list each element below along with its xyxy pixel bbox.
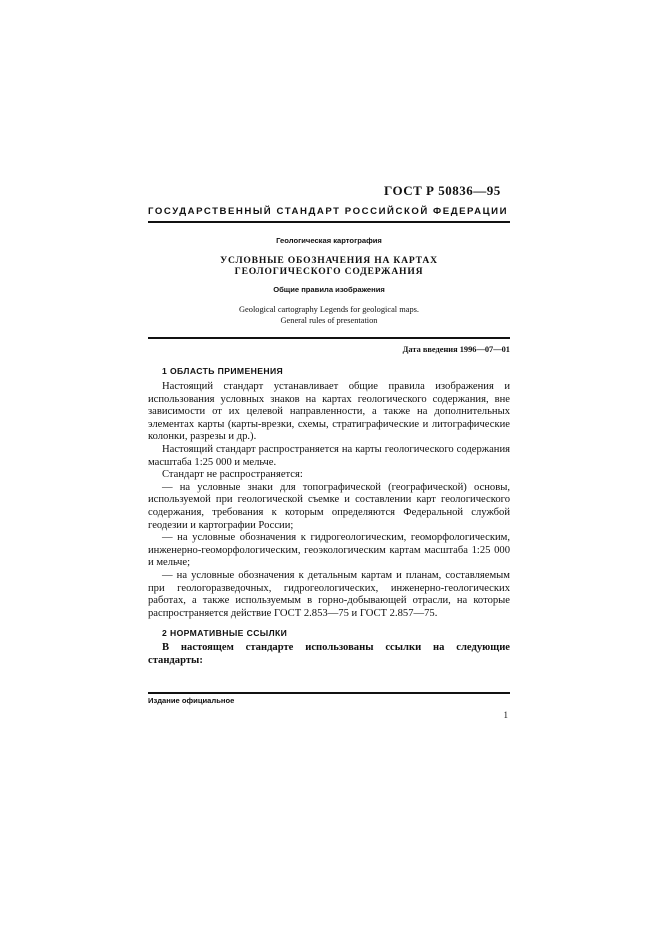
state-standard-heading: ГОСУДАРСТВЕННЫЙ СТАНДАРТ РОССИЙСКОЙ ФЕДЕРАЦИИ: [148, 206, 509, 217]
document-title-line1: УСЛОВНЫЕ ОБОЗНАЧЕНИЯ НА КАРТАХ: [220, 255, 438, 266]
section-body-references: [148, 642, 510, 667]
section-body-scope: [148, 381, 510, 620]
section-heading-references: 2 НОРМАТИВНЫЕ ССЫЛКИ: [162, 628, 288, 638]
footer-divider: [148, 692, 510, 694]
document-code: ГОСТ Р 50836—95: [384, 183, 501, 198]
section-heading-scope: 1 ОБЛАСТЬ ПРИМЕНЕНИЯ: [162, 366, 284, 376]
english-title-line2: General rules of presentation: [280, 316, 378, 325]
document-title-line2: ГЕОЛОГИЧЕСКОГО СОДЕРЖАНИЯ: [234, 266, 424, 277]
list-item: — на условные знаки для топографической (географической) основы, используемой при геологической съемке и составлении карт геологического содержания, требования к которым определяются Федеральной службой геодезии и картографии России;: [148, 481, 510, 531]
document-subtitle: Общие правила изображения: [273, 285, 385, 294]
edition-label: Издание официальное: [148, 696, 235, 705]
paragraph: Стандарт не распространяется:: [162, 469, 303, 481]
title-divider: [148, 337, 510, 339]
paragraph: Настоящий стандарт распространяется на карты геологического содержания масштаба 1:25 000 и мельче.: [148, 443, 510, 468]
english-title-line1: Geological cartography Legends for geological maps.: [239, 305, 419, 314]
list-item: — на условные обозначения к детальным картам и планам, составляемым при геологоразведочных, гидрогеологических, инженерно-геологических работах, а также используемым в горно-добывающей отрасли, на которые распространяется действие ГОСТ 2.853—75 и ГОСТ 2.857—75.: [148, 569, 510, 619]
effective-date: Дата введения 1996—07—01: [402, 345, 510, 354]
header-divider: [148, 221, 510, 223]
page-number: 1: [503, 710, 508, 720]
list-item: — на условные обозначения к гидрогеологическим, геоморфологическим, инженерно-геоморфологическим, геоэкологическим картам масштаба 1:25 000 и мельче;: [148, 532, 510, 569]
paragraph: В настоящем стандарте использованы ссылки на следующие стандарты:: [148, 642, 510, 666]
field-label: Геологическая картография: [276, 236, 382, 245]
paragraph: Настоящий стандарт устанавливает общие правила изображения и использования условных знаков на картах геологического содержания, вне зависимости от их целевой направленности, а также на дополнительных элементах карты (карты-врезки, схемы, стратиграфические и литографические колонки, разрезы и др.).: [148, 381, 510, 443]
